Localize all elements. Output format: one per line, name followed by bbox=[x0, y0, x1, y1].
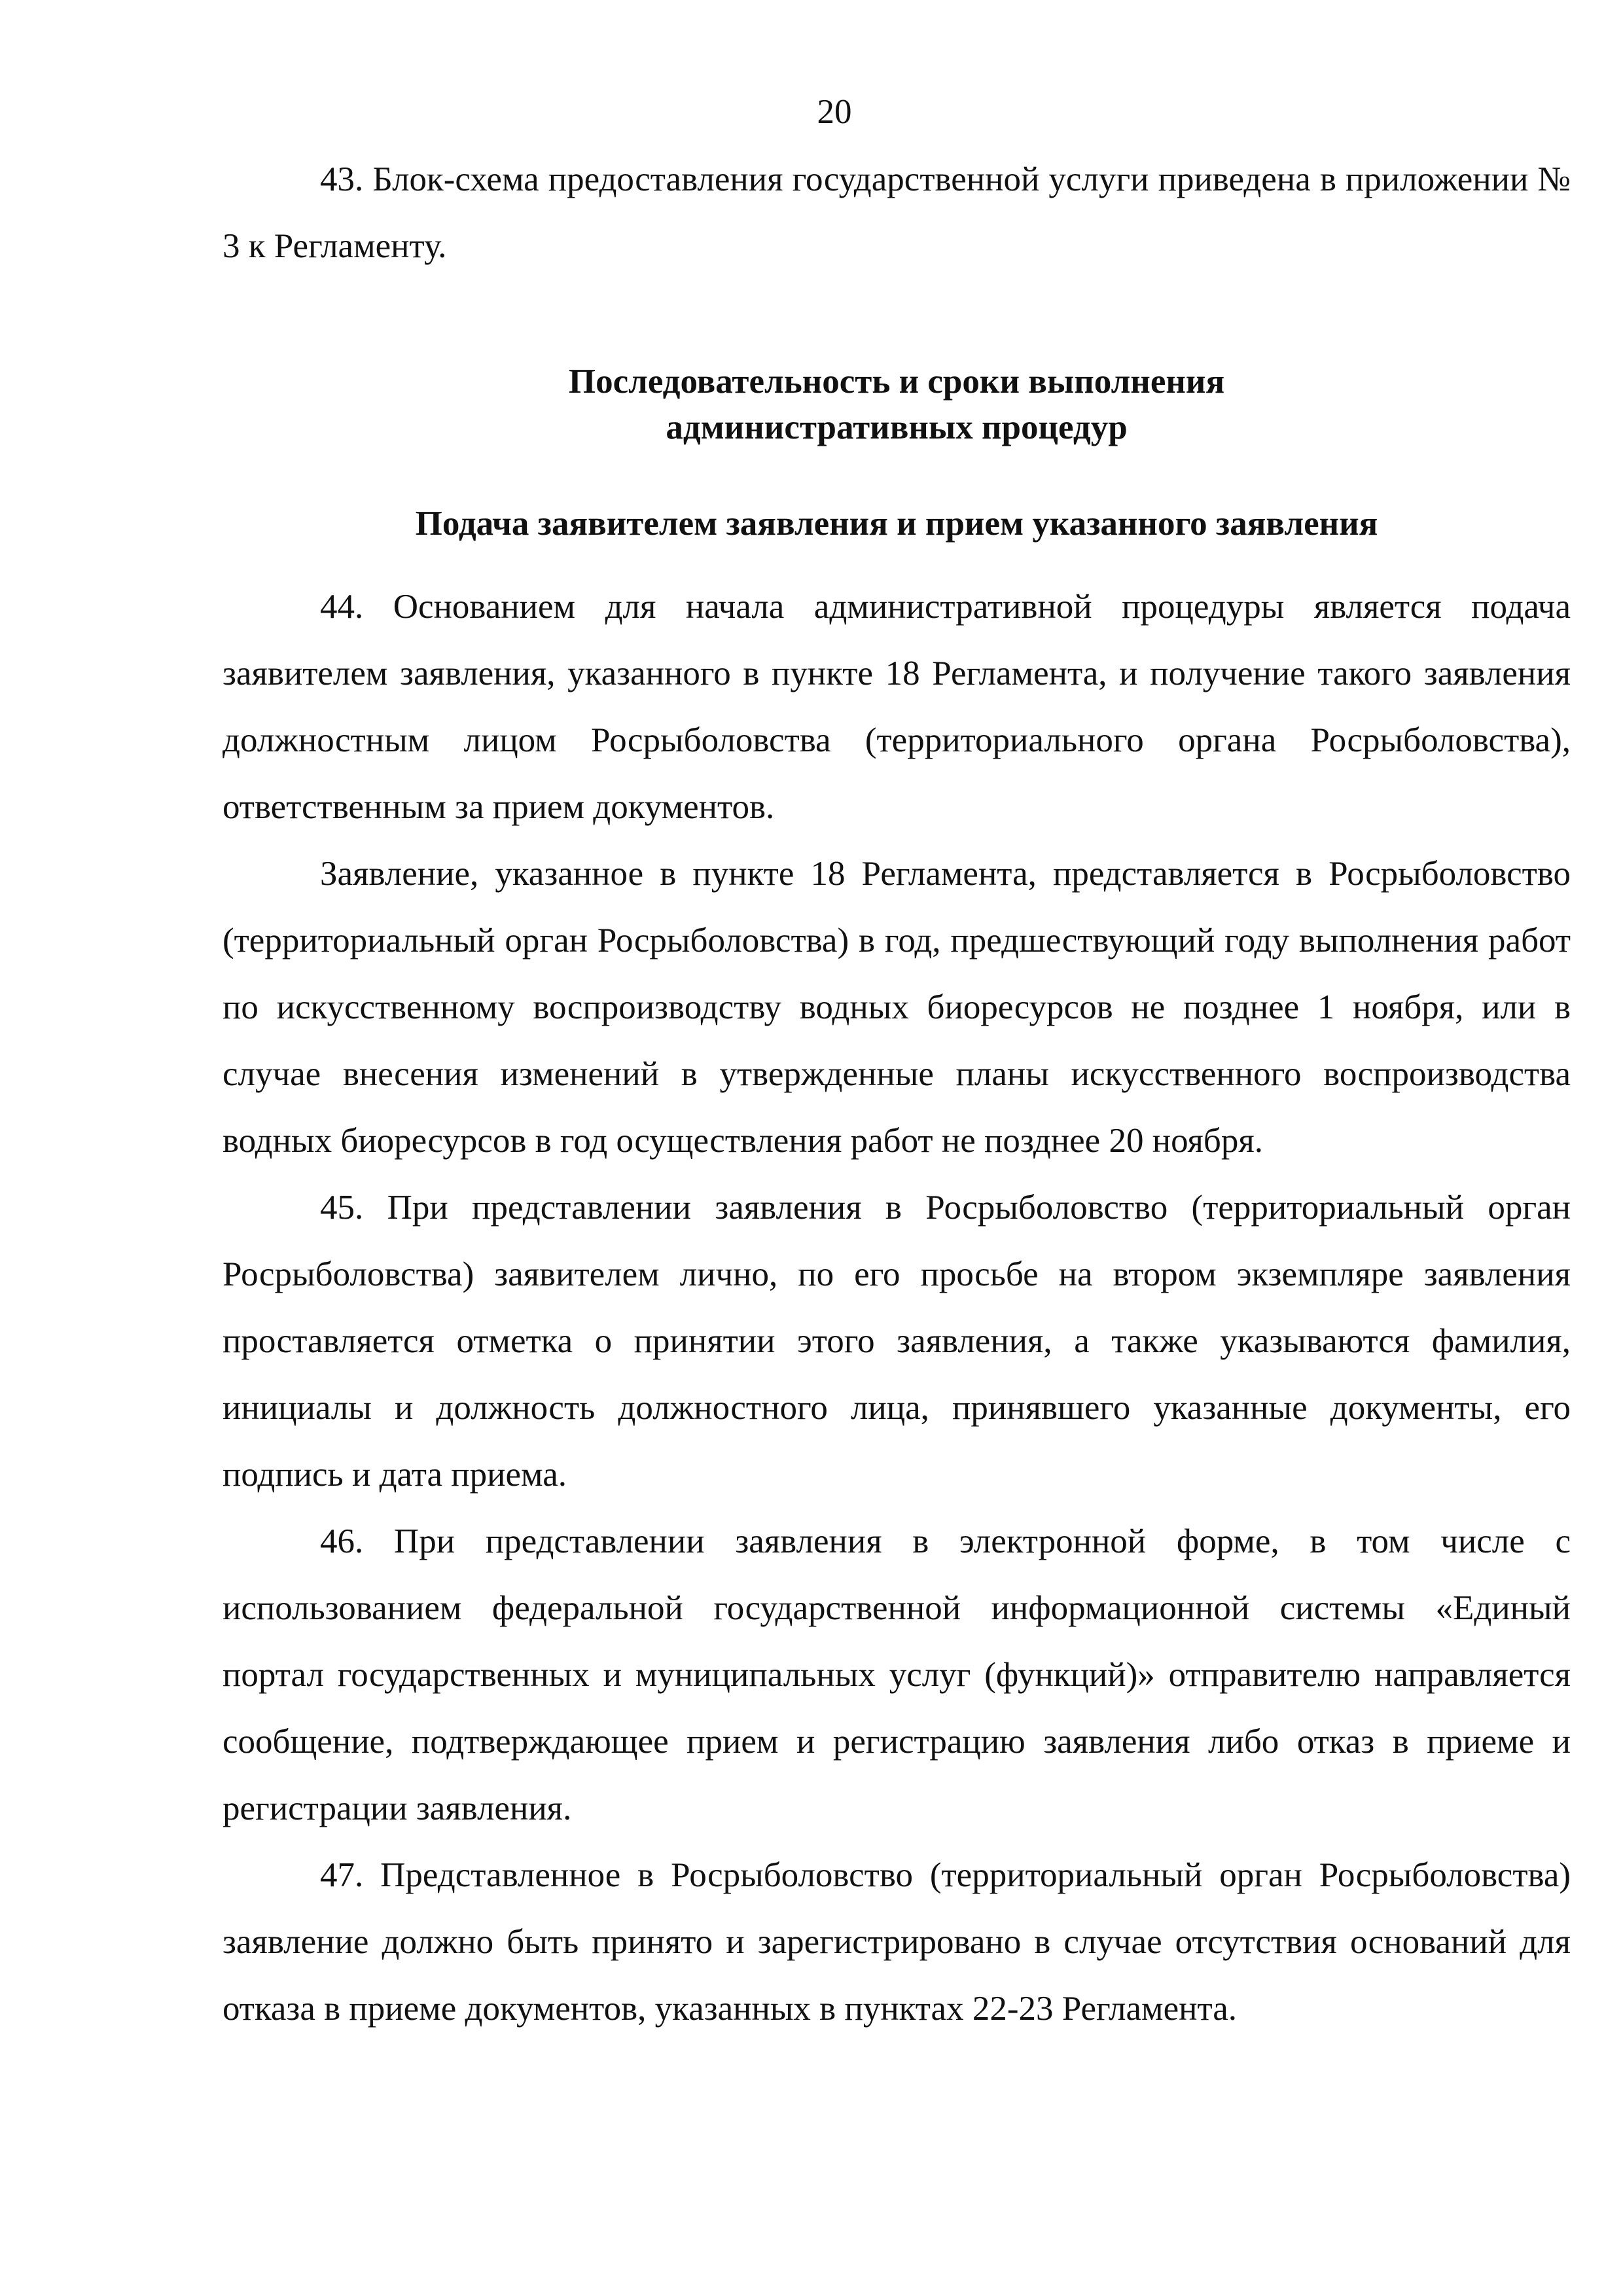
body-text bbox=[223, 573, 1571, 2042]
subsection-heading-text: Подача заявителем заявления и прием указанного заявления bbox=[415, 505, 1378, 543]
paragraph-44: 44. Основанием для начала административной процедуры является подача заявителем заявления, указанного в пункте 18 Регламента, и получение такого заявления должностным лицом Росрыболовства (территориального органа Росрыболовства), ответственным за прием документов. bbox=[223, 588, 1571, 826]
paragraph-43: 43. Блок-схема предоставления государственной услуги приведена в приложении № 3 к Регламенту. bbox=[223, 160, 1571, 265]
paragraph-44-continued: Заявление, указанное в пункте 18 Регламента, представляется в Росрыболовство (территориальный орган Росрыболовства) в год, предшествующий году выполнения работ по искусственному воспроизводству водных биоресурсов не позднее 1 ноября, или в случае внесения изменений в утвержденные планы искусственного воспроизводства водных биоресурсов в год осуществления работ не позднее 20 ноября. bbox=[223, 855, 1571, 1160]
section-heading bbox=[223, 359, 1571, 450]
subsection-heading bbox=[223, 501, 1571, 547]
section-heading-line-2: административных процедур bbox=[666, 408, 1128, 446]
paragraph-47: 47. Представленное в Росрыболовство (территориальный орган Росрыболовства) заявление должно быть принято и зарегистрировано в случае отсутствия оснований для отказа в приеме документов, указанных в пунктах 22-23 Регламента. bbox=[223, 1856, 1571, 2028]
paragraph-45: 45. При представлении заявления в Росрыболовство (территориальный орган Росрыболовства) заявителем лично, по его просьбе на втором экземпляре заявления проставляется отметка о принятии этого заявления, а также указываются фамилия, инициалы и должность должностного лица, принявшего указанные документы, его подпись и дата приема. bbox=[223, 1189, 1571, 1494]
section-heading-line-1: Последовательность и сроки выполнения bbox=[568, 363, 1225, 401]
intro-paragraph-block bbox=[223, 146, 1571, 279]
page-number: 20 bbox=[817, 93, 852, 131]
paragraph-46: 46. При представлении заявления в электронной форме, в том числе с использованием федеральной государственной информационной системы «Единый портал государственных и муниципальных услуг (функций)» отправителю направляется сообщение, подтверждающее прием и регистрацию заявления либо отказ в приеме и регистрации заявления. bbox=[223, 1522, 1571, 1827]
